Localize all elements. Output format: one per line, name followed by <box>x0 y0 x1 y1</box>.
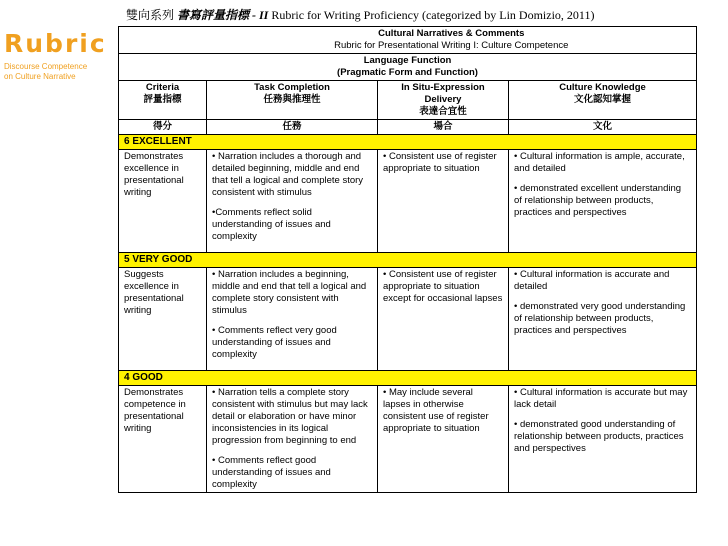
title-row <box>119 27 697 54</box>
level-band-excellent <box>119 135 697 150</box>
table-title: Cultural Narratives & Comments <box>378 28 525 39</box>
level-row-good <box>119 386 697 493</box>
situ-cell <box>378 268 509 371</box>
task-bullet: • Narration tells a complete story consistent with stimulus but may lack detail or elaboration or have minor inconsistencies in its logical progression from beginning to end <box>212 387 368 446</box>
language-function-cell <box>119 54 697 81</box>
header-zh-title: 書寫評量指標 - II <box>177 8 269 22</box>
column-header-zh: 表達合宜性 <box>419 106 467 117</box>
column-header-en: Task Completion <box>254 82 330 93</box>
table-subtitle: Rubric for Presentational Writing I: Culture Competence <box>334 40 569 51</box>
column-header-en: Culture Knowledge <box>559 82 646 93</box>
column-header <box>378 81 509 120</box>
culture-bullet: • demonstrated excellent understanding of relationship between products, practices and perspectives <box>514 183 682 218</box>
criteria-cell: Suggests excellence in presentational writing <box>119 268 207 371</box>
situ-cell <box>378 150 509 253</box>
column-header-zh: 任務與推理性 <box>263 94 321 105</box>
culture-cell <box>509 150 697 253</box>
column-subheader: 任務 <box>207 120 378 135</box>
task-cell <box>207 150 378 253</box>
column-header <box>509 81 697 120</box>
level-row-excellent <box>119 150 697 253</box>
language-function-row <box>119 54 697 81</box>
task-cell <box>207 386 378 493</box>
level-band-very-good <box>119 253 697 268</box>
level-label: 6 EXCELLENT <box>119 135 697 150</box>
culture-bullet: • demonstrated good understanding of relationship between products, practices and perspectives <box>514 419 684 454</box>
rubric-document <box>118 4 696 542</box>
task-cell <box>207 268 378 371</box>
column-header <box>207 81 378 120</box>
culture-bullet: • demonstrated very good understanding of relationship between products, practices and perspectives <box>514 301 686 336</box>
column-header-zh: 文化認知掌握 <box>574 94 632 105</box>
column-subheader: 得分 <box>119 120 207 135</box>
sidebar <box>4 30 107 82</box>
column-header-en: Criteria <box>145 82 180 93</box>
culture-cell <box>509 268 697 371</box>
task-bullet: • Narration includes a thorough and detailed beginning, middle and end that tell a logical and complete story consistent with stimulus <box>212 151 364 198</box>
pragmatic-label: (Pragmatic Form and Function) <box>337 67 478 78</box>
column-subheader: 場合 <box>378 120 509 135</box>
criteria-cell: Demonstrates competence in presentational writing <box>119 386 207 493</box>
situ-bullet: • May include several lapses in otherwise consistent use of register appropriate to situation <box>383 387 489 434</box>
header-rest: Rubric for Writing Proficiency (categorized by Lin Domizio, 2011) <box>271 8 595 22</box>
column-header <box>119 81 207 120</box>
task-bullet: • Comments reflect good understanding of issues and complexity <box>212 455 331 490</box>
column-subheader: 文化 <box>509 120 697 135</box>
column-header-en: In Situ-Expression Delivery <box>401 82 485 105</box>
situ-cell <box>378 386 509 493</box>
sidebar-subtitle: Discourse Competence on Culture Narrative <box>4 62 88 81</box>
level-band-good <box>119 371 697 386</box>
level-label: 4 GOOD <box>119 371 697 386</box>
culture-bullet: • Cultural information is accurate but may lack detail <box>514 387 688 410</box>
level-row-very-good <box>119 268 697 371</box>
table-title-cell <box>207 27 697 54</box>
column-subheader-row <box>119 120 697 135</box>
header-prefix: 雙向系列 <box>126 8 175 22</box>
task-bullet: •Comments reflect solid understanding of issues and complexity <box>212 207 331 242</box>
language-function: Language Function <box>363 55 452 66</box>
situ-bullet: • Consistent use of register appropriate to situation except for occasional lapses <box>383 269 503 304</box>
column-header-row <box>119 81 697 120</box>
document-header <box>118 4 696 26</box>
column-header-zh: 評量指標 <box>143 94 182 105</box>
culture-cell <box>509 386 697 493</box>
task-bullet: • Comments reflect very good understanding of issues and complexity <box>212 325 337 360</box>
culture-bullet: • Cultural information is ample, accurate, and detailed <box>514 151 685 174</box>
situ-bullet: • Consistent use of register appropriate to situation <box>383 151 497 174</box>
criteria-cell: Demonstrates excellence in presentational writing <box>119 150 207 253</box>
rubric-table <box>118 26 697 493</box>
task-bullet: • Narration includes a beginning, middle and end that tell a logical and complete story consistent with stimulus <box>212 269 367 316</box>
sidebar-title: Rubric <box>4 29 107 58</box>
culture-bullet: • Cultural information is accurate and detailed <box>514 269 670 292</box>
level-label: 5 VERY GOOD <box>119 253 697 268</box>
